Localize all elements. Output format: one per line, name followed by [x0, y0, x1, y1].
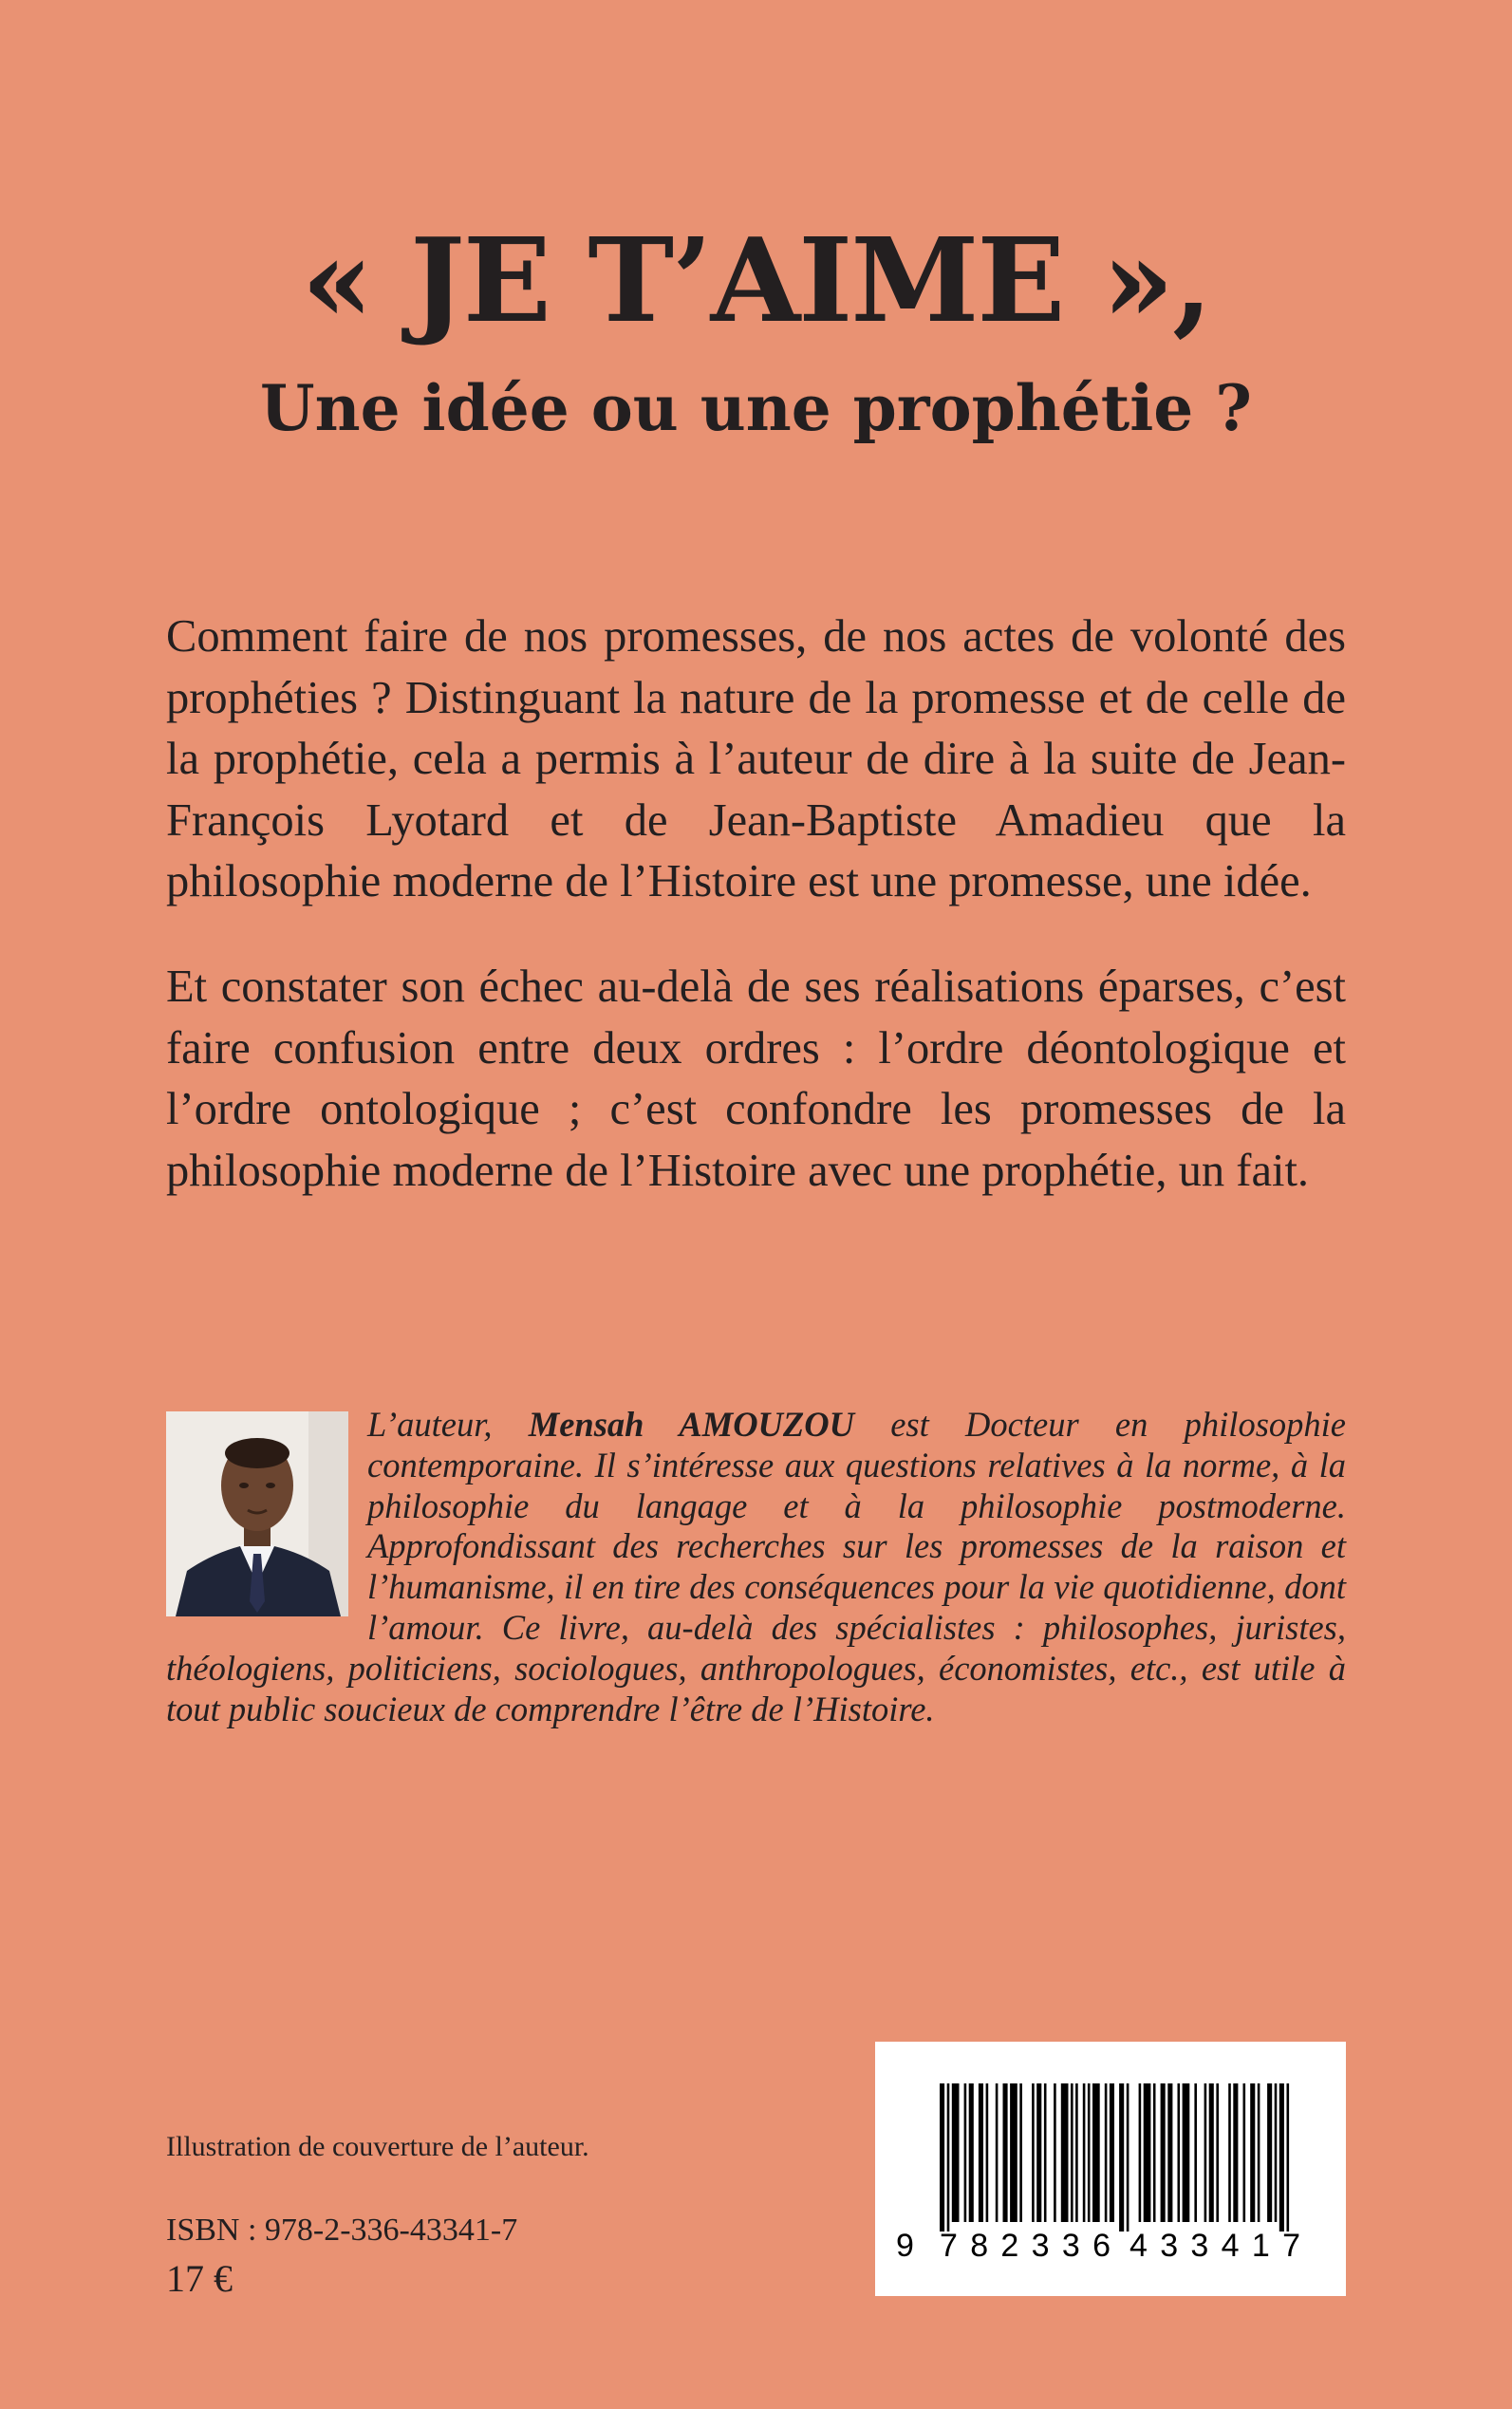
- book-title: « JE T’AIME »,: [301, 212, 1211, 348]
- barcode-bar: [1139, 2083, 1142, 2222]
- barcode-bar: [1194, 2083, 1197, 2222]
- barcode-bar: [1183, 2083, 1190, 2222]
- summary-paragraph-2: Et constater son échec au-delà de ses réalisations éparses, c’est faire confusion entre deux ordres : l’ordre déontologique et l’ordre ontologique ; c’est confondre les promesses de la philosophie moderne de l’Histoire avec une prophétie, un fait.: [166, 962, 1346, 1196]
- barcode-bar: [1071, 2083, 1073, 2222]
- author-photo: [166, 1411, 348, 1616]
- barcode-bar: [1250, 2083, 1255, 2222]
- barcode-bar: [1287, 2083, 1290, 2232]
- barcode-bar: [979, 2083, 983, 2222]
- summary-paragraph-1: Comment faire de nos promesses, de nos actes de volonté des prophéties ? Distinguant la nature de la promesse et de celle de la prophétie, cela a permis à l’auteur de dire à la suite de Jean-François Lyotard et de Jean-Baptiste Amadieu que la philosophie moderne de l’Histoire est une promesse, une idée.: [166, 611, 1346, 906]
- barcode-bar: [1119, 2083, 1124, 2232]
- barcode-bar: [1036, 2083, 1041, 2222]
- isbn-number: ISBN : 978-2-336-43341-7: [166, 2213, 518, 2248]
- book-price: 17 €: [166, 2257, 233, 2300]
- barcode-bar: [1010, 2083, 1017, 2222]
- barcode-first-digit: 9: [896, 2228, 914, 2264]
- barcode-bar: [964, 2083, 967, 2222]
- barcode-bar: [1110, 2083, 1114, 2222]
- barcode-bar: [1178, 2083, 1181, 2222]
- barcode-bar: [1275, 2083, 1278, 2222]
- barcode-bar: [940, 2083, 944, 2232]
- barcode-bar: [1032, 2083, 1035, 2222]
- barcode-bar: [1105, 2083, 1108, 2222]
- author-bio-text: est Docteur en philosophie contemporaine. Il s’intéresse aux questions relatives à la norme, à la philosophie du langage et à la philosophie postmoderne. Approfondissant des recherches sur les promesses de la raison et l’humanisme, il en tire des conséquences pour la vie quotidienne, dont l’amour. Ce livre, au-delà des spécialistes : philosophes, juristes, théologiens, politiciens, sociologues, anthropologues, économistes, etc., est utile à tout public soucieux de comprendre l’être de l’Histoire.: [166, 1405, 1346, 1728]
- barcode-bar: [1204, 2083, 1207, 2222]
- barcode-bar: [1167, 2083, 1172, 2222]
- barcode-bar: [1153, 2083, 1156, 2222]
- barcode-left-group: 782336: [940, 2228, 1111, 2264]
- barcode-bar: [1144, 2083, 1151, 2222]
- barcode-bar: [947, 2083, 950, 2232]
- barcode-bar: [1044, 2083, 1047, 2222]
- barcode-bar: [1003, 2083, 1008, 2222]
- barcode-bar: [1243, 2083, 1246, 2222]
- barcode-bar: [1061, 2083, 1069, 2222]
- isbn-barcode: [875, 2042, 1346, 2296]
- barcode-bar: [1233, 2083, 1238, 2222]
- barcode-bar: [996, 2083, 999, 2222]
- barcode-bar: [969, 2083, 974, 2222]
- author-name: Mensah AMOUZOU: [528, 1405, 854, 1444]
- barcode-bar: [1083, 2083, 1086, 2222]
- barcode-bar: [1228, 2083, 1231, 2222]
- barcode-bar: [1092, 2083, 1100, 2222]
- barcode-right-group: 433417: [1129, 2228, 1300, 2264]
- barcode-bar: [1209, 2083, 1214, 2222]
- barcode-bar: [1054, 2083, 1056, 2222]
- barcode-bar: [1161, 2083, 1166, 2222]
- illustration-credit: Illustration de couverture de l’auteur.: [166, 2131, 589, 2162]
- author-bio-prefix: L’auteur,: [367, 1405, 529, 1444]
- barcode-bar: [1279, 2083, 1284, 2232]
- barcode-bar: [1216, 2083, 1219, 2222]
- barcode-graphic: [875, 2042, 1346, 2296]
- barcode-bar: [986, 2083, 989, 2222]
- barcode-bar: [1088, 2083, 1091, 2222]
- barcode-bar: [1019, 2083, 1022, 2222]
- barcode-bar: [1127, 2083, 1129, 2232]
- book-subtitle: Une idée ou une prophétie ?: [260, 371, 1252, 445]
- author-portrait-image: [166, 1411, 348, 1616]
- barcode-bar: [1075, 2083, 1078, 2222]
- barcode-bar: [1267, 2083, 1272, 2222]
- barcode-bar: [952, 2083, 960, 2222]
- barcode-bar: [1258, 2083, 1260, 2222]
